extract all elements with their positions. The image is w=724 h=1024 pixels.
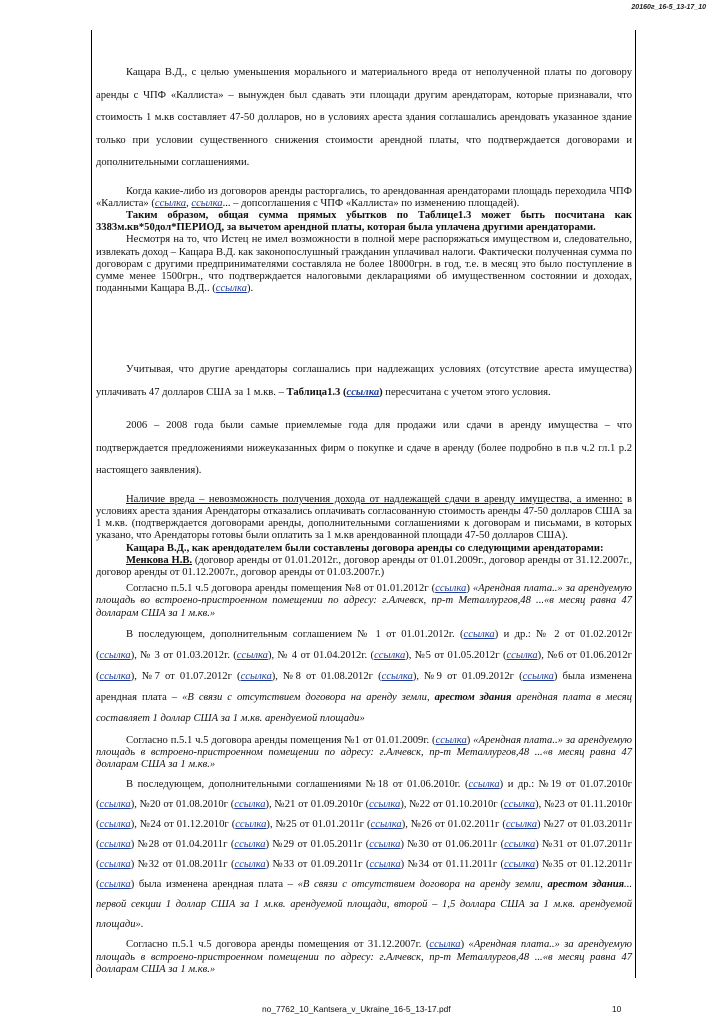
link-ref[interactable]: ссылка <box>234 859 266 871</box>
paragraph-lease-8: Согласно п.5.1 ч.5 договора аренды помещения №8 от 01.01.2012г (ссылка) «Арендная плата..» за арендуемую площадь во встроено-пристроенном помещении по адресу: г.Алчевск, пр-т Металлургов,48 ...«в месяц равна 47 долларам США за 1 м.кв.» <box>96 583 632 619</box>
link-ref[interactable]: ссылка <box>235 819 267 831</box>
paragraph-total-losses: Таким образом, общая сумма прямых убытков по Таблице1.3 может быть посчитана как 3383м.кв*50дол*ПЕРИОД, за вычетом арендной платы, которая была уплачена другими арендаторами. <box>96 209 632 234</box>
paragraph-harm: Наличие вреда – невозможность получения дохода от надлежащей сдачи в аренду имущества, а именно: в условиях ареста здания Арендаторы отказались оплачивать согласованную стоимость аренды 47-50 долларов США за 1 м.кв. (подтверждается договорами аренды, дополнительными соглашениями к договорам и письмами, в которых указано, что Арендаторы готовы были оплатить за 1 м.кв арендованной площади 47-50 долларов США). <box>96 493 632 542</box>
footer-filename: no_7762_10_Kantsera_v_Ukraine_16-5_13-17.pdf <box>262 1004 451 1014</box>
link-ref[interactable]: ссылка <box>215 283 247 295</box>
link-ref[interactable]: ссылка <box>99 859 131 871</box>
link-ref[interactable]: ссылка <box>99 649 131 661</box>
link-ref[interactable]: ссылка <box>429 939 461 951</box>
paragraph-terminated-leases: Когда какие-либо из договоров аренды расторгались, то арендованная арендаторами площадь переходила ЧПФ «Каллиста» (ссылка, ссылка... – допсоглашения с ЧПФ «Каллиста» по изменению площадей). <box>96 185 632 209</box>
paragraph-lease-2007: Согласно п.5.1 ч.5 договора аренды помещения от 31.12.2007г. (ссылка) «Арендная плата..» за арендуемую площадь в встроено-пристроенном помещении по адресу: г.Алчевск, пр-т Металлургов,48 ...«в месяц равна 47 долларам США за 1 м.кв.» <box>96 939 632 975</box>
link-ref[interactable]: ссылка <box>506 649 538 661</box>
link-ref[interactable]: ссылка <box>370 819 402 831</box>
link-ref[interactable]: ссылка <box>374 649 406 661</box>
paragraph-taxes: Несмотря на то, что Истец не имел возможности в полной мере распоряжаться имуществом и, следовательно, извлекать доход – Кащара В.Д. как законопослушный гражданин уплачивал налоги. Фактически полученная сумма по договорам с другими предпринимателями составляла не более 18000грн. в год, т.е. в месяц это было поступление в сумме менее 1500грн., что подтверждается налоговыми декларациями об имущественном состоянии и доходах, поданными Кащара В.Д.. (ссылка). <box>96 234 632 295</box>
tenant-name: Менкова Н.В. <box>126 554 193 566</box>
paragraph-tenant-menkova: Менкова Н.В. (договор аренды от 01.01.2012г., договор аренды от 01.01.2009г., договор аренды от 31.12.2007г., договор аренды от 01.12.2007г., договор аренды от 01.03.2007г.) <box>96 554 632 579</box>
link-ref[interactable]: ссылка <box>154 197 187 209</box>
link-ref[interactable]: ссылка <box>435 734 467 746</box>
link-ref[interactable]: ссылка <box>234 839 266 851</box>
link-ref[interactable]: ссылка <box>468 779 500 791</box>
link-ref[interactable]: ссылка <box>369 799 401 811</box>
link-ref[interactable]: ссылка <box>99 839 131 851</box>
paragraph-lease-1: Согласно п.5.1 ч.5 договора аренды помещения №1 от 01.01.2009г. (ссылка) «Арендная плата..» за арендуемую площадь в встроено-пристроенном помещении по адресу: г.Алчевск, пр-т Металлургов,48 ...«в месяц равна 47 долларам США за 1 м.кв.» <box>96 734 632 771</box>
link-ref[interactable]: ссылка <box>522 670 554 682</box>
link-ref[interactable]: ссылка <box>99 879 131 891</box>
link-ref[interactable]: ссылка <box>191 197 223 209</box>
link-ref[interactable]: ссылка <box>505 819 538 831</box>
link-ref[interactable]: ссылка <box>99 819 131 831</box>
link-ref[interactable]: ссылка <box>346 386 380 398</box>
link-ref[interactable]: ссылка <box>504 859 536 871</box>
right-margin-line <box>635 30 636 978</box>
link-ref[interactable]: ссылка <box>99 799 131 811</box>
paragraph-lease-list-heading: Кащара В.Д., как арендодателем были составлены договора аренды со следующими арендаторами: <box>126 542 604 554</box>
link-ref[interactable]: ссылка <box>503 799 536 811</box>
link-ref[interactable]: ссылка <box>369 859 401 871</box>
left-margin-line <box>91 30 92 978</box>
document-page <box>96 62 632 976</box>
link-ref[interactable]: ссылка <box>236 649 268 661</box>
paragraph-damage-mitigation: Кащара В.Д., с целью уменьшения морального и материального вреда от неполученной платы по договору аренды с ЧПФ «Каллиста» – вынужден был сдавать эти площади другим арендаторам, которые признавали, что стоимость 1 м.кв составляет 47-50 долларов, но в условиях ареста здания соглашались арендовать указанное здание только при условии существенного снижения стоимости арендной платы, что подтверждается договорами и дополнительными соглашениями. <box>96 67 632 168</box>
paragraph-best-years: 2006 – 2008 года были самые приемлемые года для продажи или сдачи в аренду имущества – что подтверждается предложениями нижеуказанных фирм о покупке и сдаче в аренду (более подробно в п.в ч.2 гл.1 р.2 настоящего заявления). <box>96 420 632 477</box>
header-stamp: 20160г_16-5_13-17_10 <box>631 4 706 11</box>
paragraph-addenda-2010-2011: В последующем, дополнительными соглашениями №18 от 01.06.2010г. (ссылка) и др.: №19 от 01.07.2010г (ссылка), №20 от 01.08.2010г (ссылка), №21 от 01.09.2010г (ссылка), №22 от 01.10.2010г (ссылка), №23 от 01.11.2010г (ссылка), №24 от 01.12.2010г (ссылка), №25 от 01.01.2011г (ссылка), №26 от 01.02.2011г (ссылка) №27 от 01.03.2011г (ссылка) №28 от 01.04.2011г (ссылка) №29 от 01.05.2011г (ссылка) №30 от 01.06.2011г (ссылка) №31 от 01.07.2011г (ссылка) №32 от 01.08.2011г (ссылка) №33 от 01.09.2011г (ссылка) №34 от 01.11.2011г (ссылка) №35 от 01.12.2011г (ссылка) была изменена арендная плата – «В связи с отсутствием договора на аренду земли, арестом здания... первой секции 1 доллар США за 1 м.кв. арендуемой площади, второй – 1,5 доллара США за 1 м.кв. арендуемой площади». <box>96 779 633 931</box>
paragraph-addenda-2012: В последующем, дополнительным соглашением № 1 от 01.01.2012г. (ссылка) и др.: № 2 от 01.02.2012г (ссылка), № 3 от 01.03.2012г. (ссылка), № 4 от 01.04.2012г. (ссылка), №5 от 01.05.2012г (ссылка), №6 от 01.06.2012г (ссылка), №7 от 01.07.2012г (ссылка), №8 от 01.08.2012г (ссылка), №9 от 01.09.2012г (ссылка) была изменена арендная плата – «В связи с отсутствием договора на аренду земли, арестом здания арендная плата в месяц составляет 1 доллар США за 1 м.кв. арендуемой площади» <box>96 628 632 724</box>
footer-page-number: 10 <box>612 1004 622 1014</box>
link-ref[interactable]: ссылка <box>234 799 266 811</box>
link-ref[interactable]: ссылка <box>240 670 272 682</box>
paragraph-other-tenants: Учитывая, что другие арендаторы соглашались при надлежащих условиях (отсутствие ареста имущества) уплачивать 47 долларов США за 1 м.кв. – Таблица1.3 (ссылка) пересчитана с учетом этого условия. <box>96 364 632 398</box>
link-ref[interactable]: ссылка <box>99 670 131 682</box>
link-ref[interactable]: ссылка <box>369 839 401 851</box>
link-ref[interactable]: ссылка <box>504 839 536 851</box>
link-ref[interactable]: ссылка <box>463 628 495 640</box>
link-ref[interactable]: ссылка <box>435 583 467 595</box>
link-ref[interactable]: ссылка <box>381 670 413 682</box>
